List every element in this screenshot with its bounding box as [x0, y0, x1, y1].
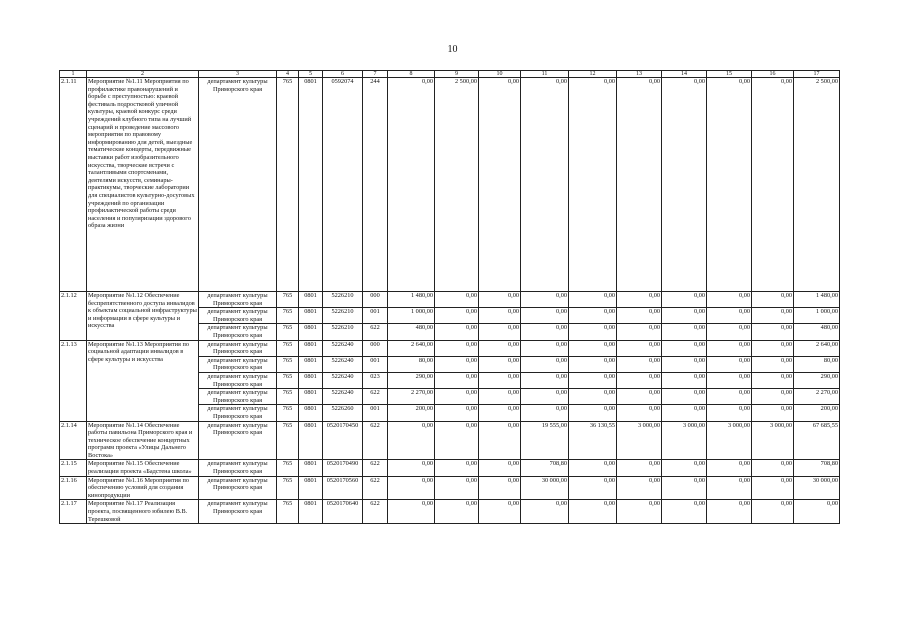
header-cell: 4 [277, 71, 299, 78]
budget-code: 0801 [299, 372, 323, 388]
amount-cell: 0,00 [388, 500, 435, 524]
amount-cell: 0,00 [435, 476, 479, 500]
row-number: 2.1.16 [60, 476, 87, 500]
amount-cell: 0,00 [707, 78, 752, 292]
amount-cell: 2 640,00 [388, 340, 435, 356]
amount-cell: 0,00 [617, 324, 662, 340]
amount-cell: 0,00 [479, 292, 521, 308]
amount-cell: 19 555,00 [521, 421, 569, 460]
executor: департамент культуры Приморского края [199, 372, 277, 388]
amount-cell: 0,00 [617, 500, 662, 524]
amount-cell: 0,00 [617, 460, 662, 476]
budget-code: 765 [277, 476, 299, 500]
amount-cell: 80,00 [794, 356, 840, 372]
row-number: 2.1.11 [60, 78, 87, 292]
amount-cell: 0,00 [707, 324, 752, 340]
amount-cell: 290,00 [388, 372, 435, 388]
amount-cell: 0,00 [479, 389, 521, 405]
amount-cell: 36 130,55 [569, 421, 617, 460]
amount-cell: 0,00 [569, 292, 617, 308]
amount-cell: 80,00 [388, 356, 435, 372]
budget-code: 622 [363, 500, 388, 524]
row-number: 2.1.12 [60, 292, 87, 341]
amount-cell: 0,00 [707, 308, 752, 324]
amount-cell: 0,00 [617, 356, 662, 372]
executor: департамент культуры Приморского края [199, 324, 277, 340]
header-cell: 3 [199, 71, 277, 78]
amount-cell: 0,00 [569, 340, 617, 356]
budget-code: 765 [277, 500, 299, 524]
row-number: 2.1.15 [60, 460, 87, 476]
budget-code: 765 [277, 324, 299, 340]
budget-code: 765 [277, 405, 299, 421]
amount-cell: 0,00 [707, 460, 752, 476]
amount-cell: 0,00 [617, 389, 662, 405]
amount-cell: 0,00 [707, 372, 752, 388]
amount-cell: 0,00 [569, 460, 617, 476]
amount-cell: 0,00 [617, 340, 662, 356]
table-row [60, 476, 840, 500]
budget-code: 0520170560 [323, 476, 363, 500]
amount-cell: 1 000,00 [388, 308, 435, 324]
amount-cell: 290,00 [794, 372, 840, 388]
amount-cell: 0,00 [707, 356, 752, 372]
amount-cell: 0,00 [569, 356, 617, 372]
executor: департамент культуры Приморского края [199, 460, 277, 476]
amount-cell: 0,00 [752, 324, 794, 340]
budget-code: 0801 [299, 405, 323, 421]
amount-cell: 0,00 [617, 308, 662, 324]
amount-cell: 0,00 [617, 405, 662, 421]
amount-cell: 1 480,00 [794, 292, 840, 308]
amount-cell: 200,00 [388, 405, 435, 421]
amount-cell: 0,00 [479, 324, 521, 340]
budget-code: 0801 [299, 78, 323, 292]
amount-cell: 0,00 [435, 292, 479, 308]
header-cell: 7 [363, 71, 388, 78]
executor: департамент культуры Приморского края [199, 356, 277, 372]
amount-cell: 0,00 [617, 372, 662, 388]
amount-cell: 0,00 [752, 308, 794, 324]
measure-name: Мероприятие №1.16 Мероприятия по обеспечению условий для создания кинопродукции [87, 476, 199, 500]
row-number: 2.1.13 [60, 340, 87, 421]
amount-cell: 30 000,00 [521, 476, 569, 500]
amount-cell: 0,00 [388, 78, 435, 292]
amount-cell: 0,00 [435, 500, 479, 524]
budget-code: 5226210 [323, 292, 363, 308]
amount-cell: 0,00 [662, 500, 707, 524]
measure-name: Мероприятие №1.13 Мероприятия по социальной адаптации инвалидов в сфере культуры и искусства [87, 340, 199, 421]
table-row [60, 421, 840, 460]
budget-code: 0801 [299, 500, 323, 524]
amount-cell: 0,00 [479, 340, 521, 356]
table-row [60, 500, 840, 524]
amount-cell: 0,00 [521, 324, 569, 340]
amount-cell: 0,00 [521, 389, 569, 405]
amount-cell: 708,80 [521, 460, 569, 476]
budget-code: 0520170490 [323, 460, 363, 476]
header-cell: 2 [87, 71, 199, 78]
executor: департамент культуры Приморского края [199, 292, 277, 308]
budget-code: 0520170640 [323, 500, 363, 524]
amount-cell: 0,00 [435, 421, 479, 460]
amount-cell: 0,00 [435, 324, 479, 340]
amount-cell: 0,00 [662, 460, 707, 476]
budget-code: 0801 [299, 308, 323, 324]
amount-cell: 0,00 [569, 405, 617, 421]
budget-code: 001 [363, 308, 388, 324]
budget-code: 001 [363, 405, 388, 421]
amount-cell: 3 000,00 [707, 421, 752, 460]
amount-cell: 0,00 [662, 78, 707, 292]
amount-cell: 0,00 [617, 78, 662, 292]
amount-cell: 200,00 [794, 405, 840, 421]
amount-cell: 0,00 [569, 476, 617, 500]
amount-cell: 0,00 [521, 292, 569, 308]
page-number: 10 [447, 44, 458, 55]
budget-code: 5226240 [323, 340, 363, 356]
amount-cell: 0,00 [752, 500, 794, 524]
amount-cell: 3 000,00 [752, 421, 794, 460]
budget-code: 765 [277, 460, 299, 476]
header-cell: 6 [323, 71, 363, 78]
table-row [60, 78, 840, 292]
amount-cell: 0,00 [617, 292, 662, 308]
measure-name: Мероприятие №1.15 Обеспечение реализации проекта «Бадстена школа» [87, 460, 199, 476]
budget-code: 000 [363, 292, 388, 308]
amount-cell: 0,00 [521, 356, 569, 372]
amount-cell: 1 480,00 [388, 292, 435, 308]
amount-cell: 0,00 [662, 356, 707, 372]
amount-cell: 0,00 [662, 308, 707, 324]
amount-cell: 0,00 [794, 500, 840, 524]
budget-code: 765 [277, 356, 299, 372]
amount-cell: 30 000,00 [794, 476, 840, 500]
amount-cell: 0,00 [569, 372, 617, 388]
measure-name: Мероприятие №1.11 Мероприятия по профилактике правонарушений и борьбе с преступностью: краевой фестиваль подростковой уличной культуры, краевой конкурс среди учреждений клубного типа на лучший сценарий и проведение массового мероприятия по правовому информированию для детей, выездные тематические концерты, передвижные выставки работ изобразительного искусства, творческие встречи с талантливыми спортсменами, деятелями искусств, семинары-практикумы, творческие лаборатории для специалистов культурно-досуговых учреждений по организации профилактической работы среди населения и популяризации здорового образа жизни [87, 78, 199, 292]
amount-cell: 0,00 [707, 340, 752, 356]
budget-code: 765 [277, 421, 299, 460]
amount-cell: 0,00 [752, 476, 794, 500]
executor: департамент культуры Приморского края [199, 78, 277, 292]
amount-cell: 0,00 [521, 78, 569, 292]
budget-code: 5226210 [323, 324, 363, 340]
amount-cell: 0,00 [752, 372, 794, 388]
amount-cell: 0,00 [662, 405, 707, 421]
budget-code: 622 [363, 389, 388, 405]
executor: департамент культуры Приморского края [199, 500, 277, 524]
amount-cell: 0,00 [479, 460, 521, 476]
amount-cell: 0,00 [479, 78, 521, 292]
amount-cell: 0,00 [479, 476, 521, 500]
budget-code: 0801 [299, 460, 323, 476]
amount-cell: 0,00 [435, 372, 479, 388]
amount-cell: 0,00 [521, 308, 569, 324]
budget-code: 0592074 [323, 78, 363, 292]
amount-cell: 0,00 [479, 405, 521, 421]
budget-code: 622 [363, 324, 388, 340]
amount-cell: 0,00 [752, 460, 794, 476]
row-number: 2.1.14 [60, 421, 87, 460]
header-cell: 14 [662, 71, 707, 78]
amount-cell: 67 685,55 [794, 421, 840, 460]
header-cell: 8 [388, 71, 435, 78]
table-row [60, 340, 840, 356]
budget-code: 023 [363, 372, 388, 388]
table-row [60, 460, 840, 476]
amount-cell: 0,00 [752, 78, 794, 292]
amount-cell: 0,00 [752, 389, 794, 405]
row-number: 2.1.17 [60, 500, 87, 524]
budget-code: 622 [363, 421, 388, 460]
budget-code: 0801 [299, 356, 323, 372]
amount-cell: 708,80 [794, 460, 840, 476]
budget-code: 765 [277, 78, 299, 292]
amount-cell: 0,00 [479, 372, 521, 388]
header-cell: 15 [707, 71, 752, 78]
budget-code: 5226260 [323, 405, 363, 421]
amount-cell: 0,00 [435, 308, 479, 324]
amount-cell: 480,00 [794, 324, 840, 340]
measure-name: Мероприятие №1.12 Обеспечение беспрепятственного доступа инвалидов к объектам социальной инфраструктуры и информации в сфере культуры и искусства [87, 292, 199, 341]
amount-cell: 0,00 [569, 308, 617, 324]
amount-cell: 0,00 [521, 340, 569, 356]
header-cell: 13 [617, 71, 662, 78]
budget-code: 5226210 [323, 308, 363, 324]
header-row [60, 71, 840, 78]
budget-code: 244 [363, 78, 388, 292]
amount-cell: 0,00 [435, 356, 479, 372]
amount-cell: 3 000,00 [662, 421, 707, 460]
amount-cell: 0,00 [479, 356, 521, 372]
amount-cell: 0,00 [388, 421, 435, 460]
amount-cell: 0,00 [707, 500, 752, 524]
amount-cell: 0,00 [435, 389, 479, 405]
header-cell: 5 [299, 71, 323, 78]
amount-cell: 0,00 [521, 405, 569, 421]
executor: департамент культуры Приморского края [199, 421, 277, 460]
budget-code: 765 [277, 292, 299, 308]
budget-code: 765 [277, 340, 299, 356]
amount-cell: 0,00 [569, 78, 617, 292]
amount-cell: 0,00 [569, 389, 617, 405]
amount-cell: 0,00 [479, 500, 521, 524]
executor: департамент культуры Приморского края [199, 308, 277, 324]
budget-code: 5226240 [323, 356, 363, 372]
budget-code: 0801 [299, 389, 323, 405]
amount-cell: 0,00 [662, 389, 707, 405]
budget-code: 622 [363, 460, 388, 476]
amount-cell: 0,00 [662, 324, 707, 340]
budget-code: 001 [363, 356, 388, 372]
amount-cell: 3 000,00 [617, 421, 662, 460]
budget-code: 765 [277, 308, 299, 324]
measure-name: Мероприятие №1.17 Реализация проекта, посвященного юбилею В.В. Терешковой [87, 500, 199, 524]
amount-cell: 2 500,00 [794, 78, 840, 292]
amount-cell: 0,00 [662, 372, 707, 388]
amount-cell: 0,00 [662, 292, 707, 308]
budget-code: 0801 [299, 324, 323, 340]
amount-cell: 0,00 [662, 340, 707, 356]
budget-code: 0801 [299, 476, 323, 500]
budget-code: 5226240 [323, 389, 363, 405]
amount-cell: 0,00 [479, 308, 521, 324]
budget-code: 0801 [299, 292, 323, 308]
amount-cell: 0,00 [435, 340, 479, 356]
amount-cell: 0,00 [662, 476, 707, 500]
header-cell: 10 [479, 71, 521, 78]
amount-cell: 0,00 [707, 389, 752, 405]
amount-cell: 0,00 [435, 405, 479, 421]
amount-cell: 0,00 [569, 500, 617, 524]
budget-code: 765 [277, 372, 299, 388]
amount-cell: 0,00 [521, 372, 569, 388]
header-cell: 16 [752, 71, 794, 78]
amount-cell: 0,00 [569, 324, 617, 340]
executor: департамент культуры Приморского края [199, 389, 277, 405]
amount-cell: 0,00 [707, 476, 752, 500]
amount-cell: 0,00 [479, 421, 521, 460]
budget-code: 0801 [299, 340, 323, 356]
header-cell: 11 [521, 71, 569, 78]
amount-cell: 0,00 [752, 340, 794, 356]
amount-cell: 2 640,00 [794, 340, 840, 356]
executor: департамент культуры Приморского края [199, 476, 277, 500]
amount-cell: 1 000,00 [794, 308, 840, 324]
amount-cell: 2 270,00 [388, 389, 435, 405]
amount-cell: 0,00 [521, 500, 569, 524]
header-cell: 12 [569, 71, 617, 78]
budget-code: 000 [363, 340, 388, 356]
executor: департамент культуры Приморского края [199, 340, 277, 356]
executor: департамент культуры Приморского края [199, 405, 277, 421]
amount-cell: 0,00 [435, 460, 479, 476]
header-cell: 1 [60, 71, 87, 78]
amount-cell: 0,00 [388, 460, 435, 476]
amount-cell: 0,00 [752, 292, 794, 308]
amount-cell: 0,00 [752, 356, 794, 372]
amount-cell: 2 500,00 [435, 78, 479, 292]
budget-code: 622 [363, 476, 388, 500]
amount-cell: 480,00 [388, 324, 435, 340]
table-row [60, 292, 840, 308]
budget-table [59, 70, 840, 524]
amount-cell: 0,00 [707, 292, 752, 308]
amount-cell: 0,00 [617, 476, 662, 500]
budget-code: 765 [277, 389, 299, 405]
amount-cell: 0,00 [388, 476, 435, 500]
budget-code: 0801 [299, 421, 323, 460]
measure-name: Мероприятие №1.14 Обеспечение работы павильона Приморского края и техническое обеспечение концертных программ проекта «Улицы Дальнего Востока» [87, 421, 199, 460]
header-cell: 9 [435, 71, 479, 78]
amount-cell: 0,00 [752, 405, 794, 421]
budget-code: 0520170450 [323, 421, 363, 460]
amount-cell: 2 270,00 [794, 389, 840, 405]
amount-cell: 0,00 [707, 405, 752, 421]
budget-code: 5226240 [323, 372, 363, 388]
header-cell: 17 [794, 71, 840, 78]
